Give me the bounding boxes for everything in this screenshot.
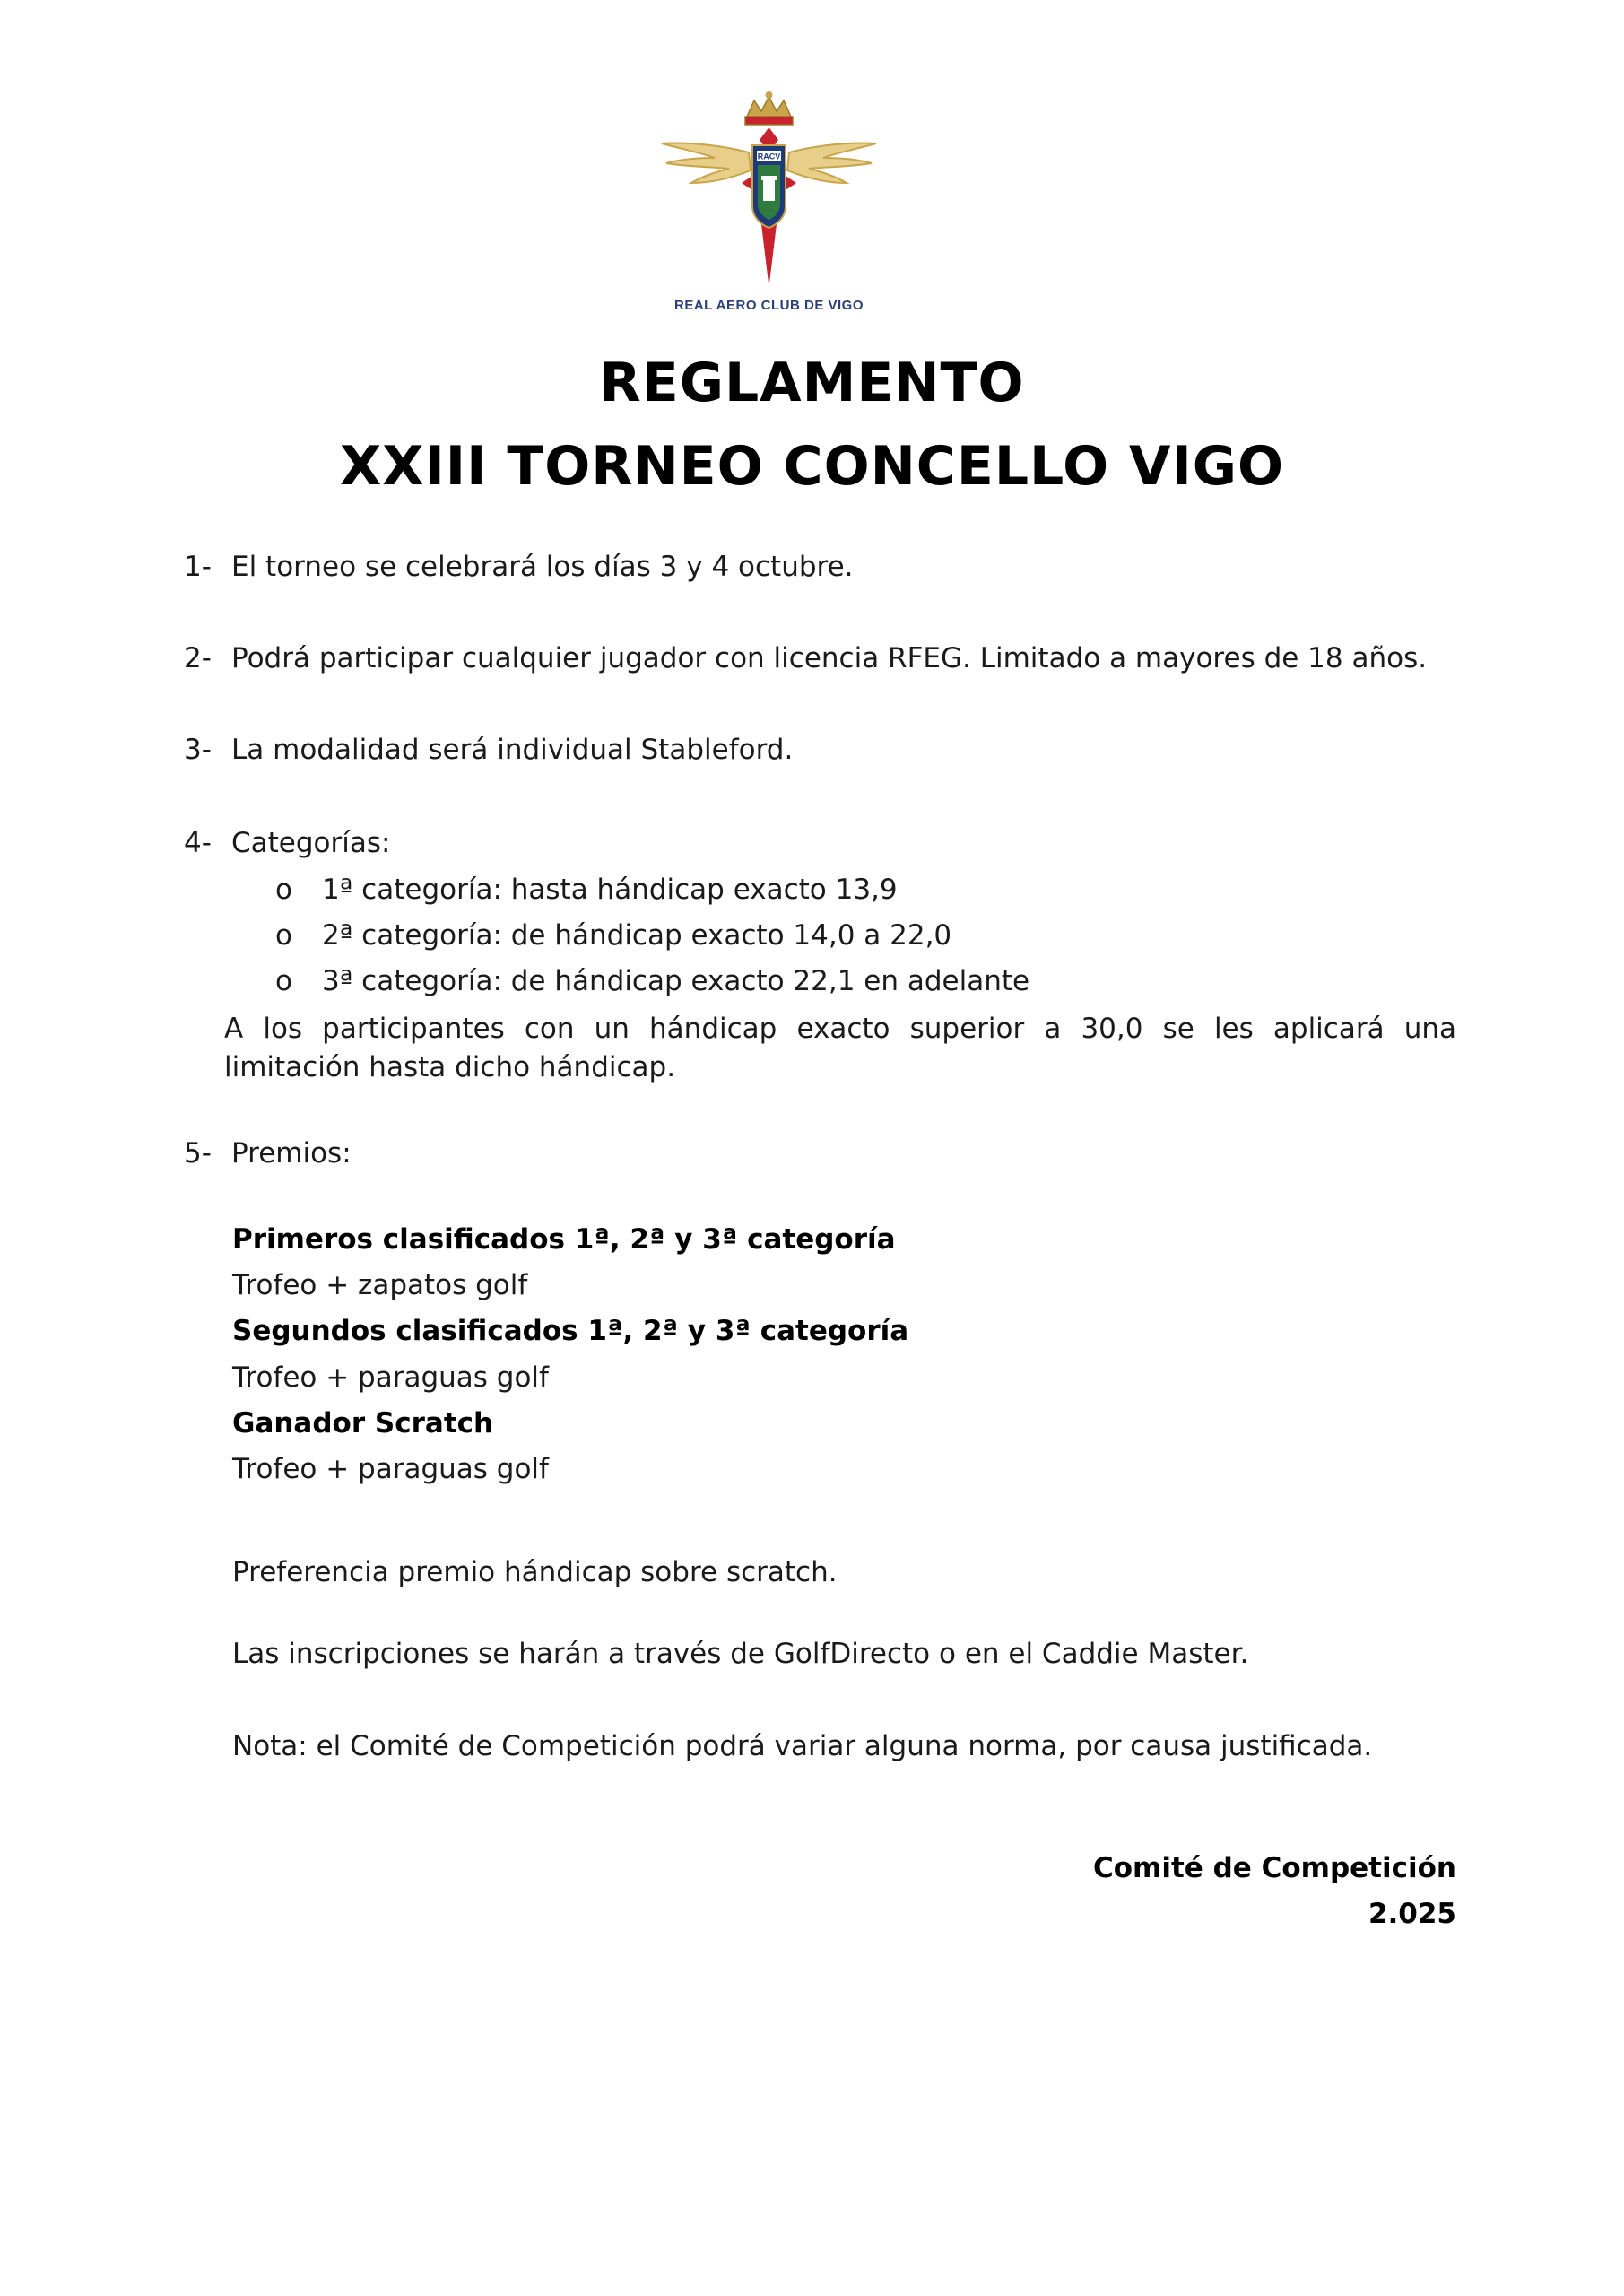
rule-text: El torneo se celebrará los días 3 y 4 octubre.	[231, 551, 854, 583]
bullet-marker: o	[275, 919, 292, 952]
prize-heading: Segundos clasificados 1ª, 2ª y 3ª categoría	[232, 1315, 909, 1347]
signature-committee: Comité de Competición	[1093, 1852, 1456, 1884]
signature-year: 2.025	[1368, 1898, 1456, 1930]
handicap-limitation-note: A los participantes con un hándicap exacto superior a 30,0 se les aplicará una limitación hasta dicho hándicap.	[224, 1013, 1456, 1083]
preference-note: Preferencia premio hándicap sobre scratch.	[232, 1556, 838, 1588]
prize-heading: Ganador Scratch	[232, 1407, 494, 1439]
prize-detail: Trofeo + paraguas golf	[232, 1453, 549, 1485]
page-subtitle: XXIII TORNEO CONCELLO VIGO	[339, 435, 1285, 498]
club-logo	[659, 90, 879, 314]
bullet-marker: o	[275, 965, 292, 997]
category-text: 3ª categoría: de hándicap exacto 22,1 en adelante	[322, 965, 1030, 997]
rule-text: Categorías:	[231, 827, 391, 859]
logo-caption: REAL AERO CLUB DE VIGO	[673, 298, 864, 313]
disclaimer-note: Nota: el Comité de Competición podrá variar alguna norma, por causa justificada.	[232, 1730, 1373, 1762]
rule-number: 5-	[184, 1137, 212, 1170]
prize-detail: Trofeo + zapatos golf	[232, 1269, 528, 1301]
registration-note: Las inscripciones se harán a través de GolfDirecto o en el Caddie Master.	[232, 1638, 1249, 1670]
bullet-marker: o	[275, 874, 292, 906]
rule-number: 2-	[184, 642, 212, 674]
rule-number: 3-	[184, 734, 212, 766]
prize-detail: Trofeo + paraguas golf	[232, 1361, 549, 1394]
rule-number: 1-	[184, 551, 212, 583]
svg-text:RACV: RACV	[757, 152, 781, 161]
category-text: 1ª categoría: hasta hándicap exacto 13,9	[322, 874, 898, 906]
rule-text: La modalidad será individual Stableford.	[231, 734, 794, 766]
club-emblem-icon	[659, 90, 879, 296]
rule-text: Podrá participar cualquier jugador con licencia RFEG. Limitado a mayores de 18 años.	[231, 642, 1428, 674]
page-title: REGLAMENTO	[599, 352, 1025, 414]
prize-heading: Primeros clasificados 1ª, 2ª y 3ª categoría	[232, 1223, 896, 1256]
rule-text: Premios:	[231, 1137, 352, 1170]
rule-number: 4-	[184, 827, 212, 859]
category-text: 2ª categoría: de hándicap exacto 14,0 a 22,0	[322, 919, 952, 952]
